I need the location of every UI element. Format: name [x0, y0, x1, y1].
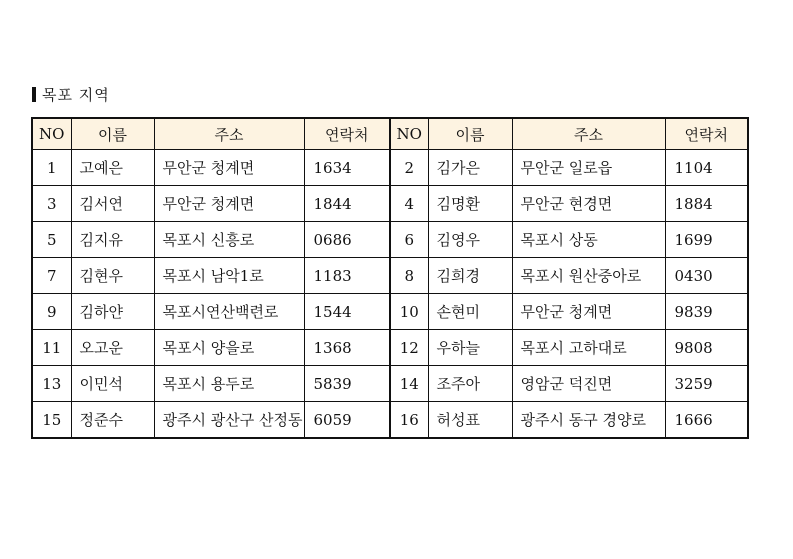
- row-number-cell: 9: [32, 294, 71, 330]
- contact-table: [31, 117, 749, 439]
- address-cell: 목포시 원산중아로: [512, 258, 665, 294]
- address-cell: 무안군 청계면: [512, 294, 665, 330]
- address-cell: 목포시 양을로: [154, 330, 304, 366]
- person-name-cell: 우하늘: [428, 330, 512, 366]
- phone-number-cell: 1844: [304, 186, 390, 222]
- heading-marker-bar: [32, 87, 36, 102]
- person-name-cell: 이민석: [71, 366, 154, 402]
- person-name-cell: 조주아: [428, 366, 512, 402]
- person-name-cell: 김희경: [428, 258, 512, 294]
- header-phone: 연락처: [665, 118, 748, 150]
- header-no: NO: [32, 118, 71, 150]
- phone-number-cell: 1699: [665, 222, 748, 258]
- row-number-cell: 16: [390, 402, 428, 439]
- address-cell: 광주시 광산구 산정동: [154, 402, 304, 439]
- address-cell: 목포시 신흥로: [154, 222, 304, 258]
- address-cell: 목포시 용두로: [154, 366, 304, 402]
- phone-number-cell: 9808: [665, 330, 748, 366]
- row-number-cell: 13: [32, 366, 71, 402]
- row-number-cell: 7: [32, 258, 71, 294]
- address-cell: 무안군 청계면: [154, 186, 304, 222]
- row-number-cell: 1: [32, 150, 71, 186]
- row-number-cell: 3: [32, 186, 71, 222]
- phone-number-cell: 1104: [665, 150, 748, 186]
- person-name-cell: 김가은: [428, 150, 512, 186]
- row-number-cell: 14: [390, 366, 428, 402]
- row-number-cell: 2: [390, 150, 428, 186]
- phone-number-cell: 1666: [665, 402, 748, 439]
- section-title-text: 목포 지역: [42, 85, 110, 104]
- person-name-cell: 김지유: [71, 222, 154, 258]
- table-header-row: [32, 118, 748, 150]
- header-name: 이름: [428, 118, 512, 150]
- phone-number-cell: 0430: [665, 258, 748, 294]
- row-number-cell: 11: [32, 330, 71, 366]
- row-number-cell: 6: [390, 222, 428, 258]
- phone-number-cell: 1544: [304, 294, 390, 330]
- table-row: [32, 402, 748, 439]
- row-number-cell: 12: [390, 330, 428, 366]
- row-number-cell: 8: [390, 258, 428, 294]
- address-cell: 광주시 동구 경양로: [512, 402, 665, 439]
- address-cell: 목포시연산백련로: [154, 294, 304, 330]
- address-cell: 목포시 상동: [512, 222, 665, 258]
- person-name-cell: 손현미: [428, 294, 512, 330]
- address-cell: 무안군 현경면: [512, 186, 665, 222]
- header-name: 이름: [71, 118, 154, 150]
- phone-number-cell: 3259: [665, 366, 748, 402]
- header-address: 주소: [154, 118, 304, 150]
- person-name-cell: 정준수: [71, 402, 154, 439]
- header-phone: 연락처: [304, 118, 390, 150]
- row-number-cell: 4: [390, 186, 428, 222]
- header-address: 주소: [512, 118, 665, 150]
- table-body: [32, 150, 748, 439]
- phone-number-cell: 1368: [304, 330, 390, 366]
- address-cell: 목포시 고하대로: [512, 330, 665, 366]
- address-cell: 무안군 일로읍: [512, 150, 665, 186]
- person-name-cell: 고예은: [71, 150, 154, 186]
- section-heading: [32, 83, 110, 105]
- table-row: [32, 294, 748, 330]
- table-row: [32, 330, 748, 366]
- phone-number-cell: 6059: [304, 402, 390, 439]
- address-cell: 무안군 청계면: [154, 150, 304, 186]
- table-row: [32, 222, 748, 258]
- person-name-cell: 김서연: [71, 186, 154, 222]
- person-name-cell: 김영우: [428, 222, 512, 258]
- person-name-cell: 김현우: [71, 258, 154, 294]
- table-row: [32, 366, 748, 402]
- person-name-cell: 오고운: [71, 330, 154, 366]
- phone-number-cell: 1634: [304, 150, 390, 186]
- phone-number-cell: 0686: [304, 222, 390, 258]
- address-cell: 영암군 덕진면: [512, 366, 665, 402]
- phone-number-cell: 9839: [665, 294, 748, 330]
- table-row: [32, 258, 748, 294]
- table-row: [32, 150, 748, 186]
- person-name-cell: 김명환: [428, 186, 512, 222]
- phone-number-cell: 1884: [665, 186, 748, 222]
- address-cell: 목포시 남악1로: [154, 258, 304, 294]
- header-no: NO: [390, 118, 428, 150]
- phone-number-cell: 1183: [304, 258, 390, 294]
- table-row: [32, 186, 748, 222]
- person-name-cell: 김하얀: [71, 294, 154, 330]
- person-name-cell: 허성표: [428, 402, 512, 439]
- row-number-cell: 10: [390, 294, 428, 330]
- phone-number-cell: 5839: [304, 366, 390, 402]
- row-number-cell: 15: [32, 402, 71, 439]
- row-number-cell: 5: [32, 222, 71, 258]
